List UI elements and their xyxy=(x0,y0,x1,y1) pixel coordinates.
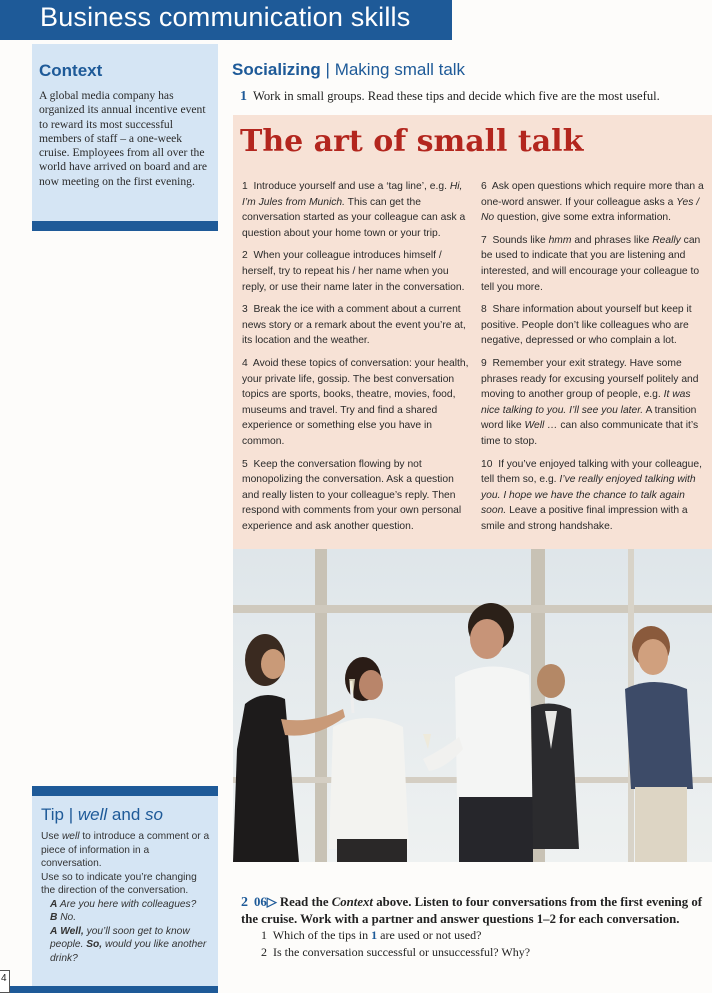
task-1 xyxy=(240,89,660,105)
article-tip-1: 1 Introduce yourself and use a ‘tag line’, e.g. Hi, I’m Jules from Munich. This can get the conversation started as your colleague can ask a question about your home town or your trip. xyxy=(242,181,466,239)
article-tip-9: 9 Remember your exit strategy. Have some phrases ready for excusing yourself politely and moving to another group of people, e.g. It was nice talking to you. I’ll see you later. A transition word like Well … can also communicate that it’s time to stop. xyxy=(481,357,699,447)
people-small-talk-photo xyxy=(233,549,712,862)
article-tip-7: 7 Sounds like hmm and phrases like Really can be used to indicate that you are listening and interested, and will encourage your colleague to tell you more. xyxy=(481,234,701,293)
section-heading: Socializing | Making small talk xyxy=(232,60,466,79)
context-text: A global media company has organized its annual incentive event to reward its most successful members of staff – a one-week cruise. Employees from all over the world have arrived on board and are now meeting on the first evening. xyxy=(39,89,208,188)
page-number: 4 xyxy=(1,973,7,984)
article-tip-10: 10 If you’ve enjoyed talking with your colleague, tell them so, e.g. I’ve really enjoyed talking with you. I hope we have the chance to talk again soon. Leave a positive final impression with a smile and strong handshake. xyxy=(481,458,702,532)
section-subtopic: Making small talk xyxy=(334,60,466,79)
context-box-bar xyxy=(32,221,218,231)
article-column-left xyxy=(242,179,471,541)
tip-dialogue-c: A Well, you’ll soon get to know people. So, would you like another drink? xyxy=(50,925,207,964)
task-2-question-1: 1 Which of the tips in 1 are used or not used? xyxy=(261,928,482,942)
section-topic: Socializing xyxy=(232,60,321,79)
task-1-number: 1 xyxy=(240,89,247,104)
article-tip-2: 2 When your colleague introduces himself / herself, try to repeat his / her name when you reply, or use their name later in the conversation. xyxy=(242,250,465,293)
tip-line-well: Use well to introduce a comment or a piece of information in a conversation. xyxy=(41,831,210,869)
article-tip-8: 8 Share information about yourself but keep it positive. People don’t like colleagues who are negative, depressed or who complain a lot. xyxy=(481,304,692,347)
article-column-right xyxy=(481,179,709,541)
page-section-title: Business communication skills xyxy=(40,2,411,32)
bottom-bar xyxy=(10,986,218,993)
article-tip-3: 3 Break the ice with a comment about a current news story or a remark about the event you’re at, its location and the weather. xyxy=(242,304,466,347)
tip-line-so: Use so to indicate you’re changing the direction of the conversation. xyxy=(41,871,197,896)
tip-dialogue-a: A Are you here with colleagues? xyxy=(50,898,197,910)
tip-text xyxy=(41,830,211,965)
task-2 xyxy=(241,894,711,961)
article-tip-6: 6 Ask open questions which require more than a one-word answer. If your colleague asks a Yes / No question, give some extra information. xyxy=(481,181,704,224)
article-title: The art of small talk xyxy=(240,124,584,159)
tip-dialogue-b: B No. xyxy=(50,912,77,923)
task-1-text: Work in small groups. Read these tips and decide which five are the most useful. xyxy=(253,89,660,103)
context-title: Context xyxy=(39,61,103,80)
article-tip-4: 4 Avoid these topics of conversation: your health, your private life, gossip. The best conversation topics are sports, books, theatre, movies, food, museums and travel. Try and find a shared experience or something else you have in common. xyxy=(242,357,469,447)
tip-title: Tip | well and so xyxy=(41,805,163,824)
task-2-instruction: 2 06▷ Read the Context above. Listen to four conversations from the first evening of the cruise. Work with a partner and answer questions 1–2 for each conversation. xyxy=(241,895,703,926)
article-tip-5: 5 Keep the conversation flowing by not monopolizing the conversation. Ask a question and really listen to your colleague’s reply. Then respond with comments from your own personal experience and ask another question. xyxy=(242,458,462,532)
tip-box-bar xyxy=(32,786,218,796)
task-2-question-2: 2 Is the conversation successful or unsuccessful? Why? xyxy=(261,945,531,959)
